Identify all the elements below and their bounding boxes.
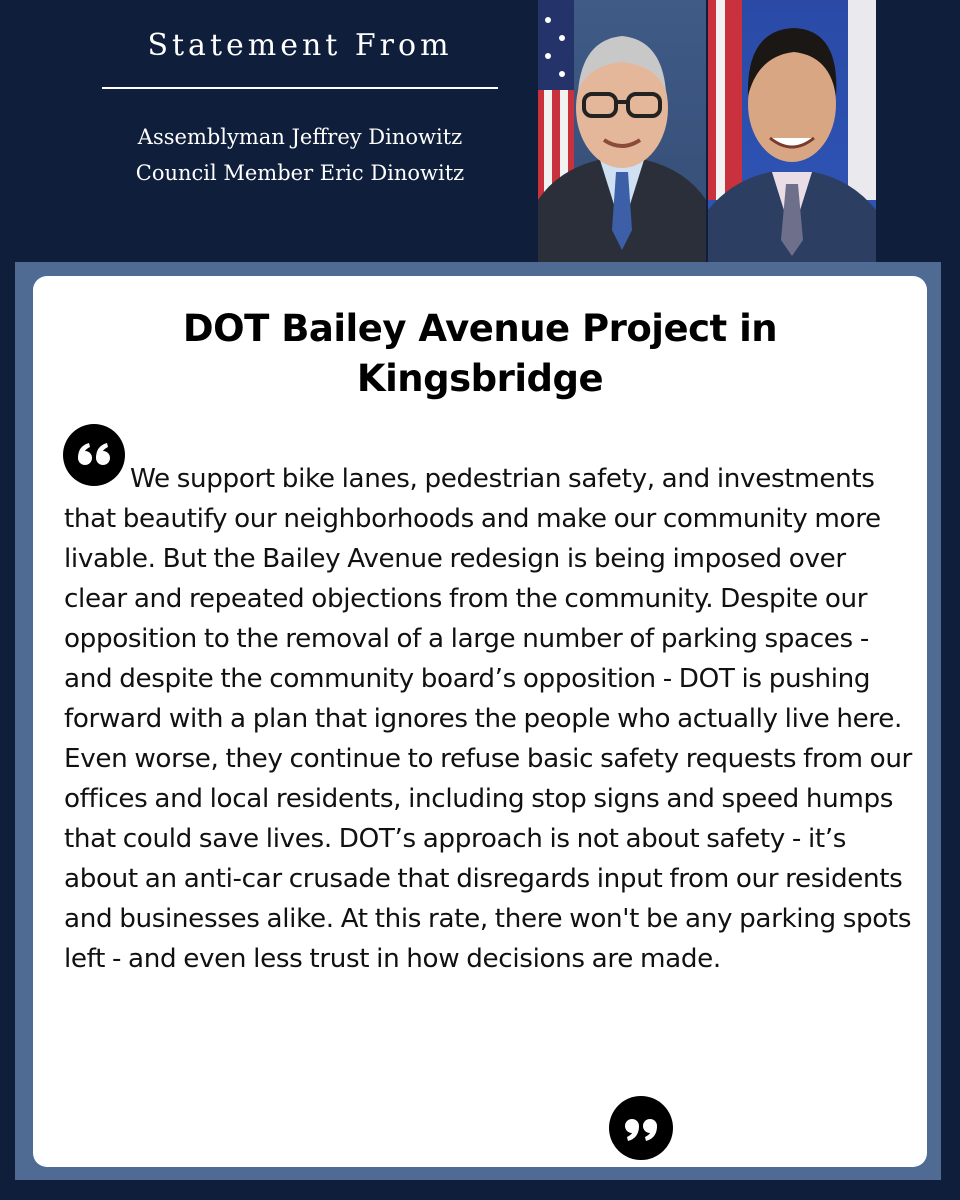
portrait-jeffrey	[538, 0, 706, 262]
statement-card	[33, 276, 927, 1167]
portrait-eric	[708, 0, 876, 262]
quote-close-icon	[609, 1096, 673, 1164]
divider	[102, 87, 498, 89]
statement-title: DOT Bailey Avenue Project in Kingsbridge	[182, 307, 778, 400]
statement-quote: We support bike lanes, pedestrian safety, and investments that beautify our neighborhoods and make our community more livable. But the Bailey Avenue redesign is being imposed over clear and repeated objections from the community. Despite our opposition to the removal of a large number of parking spaces - and despite the community board’s opposition - DOT is pushing forward with a plan that ignores the people who actually live here. Even worse, they continue to refuse basic safety requests from our offices and local residents, including stop signs and speed humps that could save lives. DOT’s approach is not about safety - it’s about an anti-car crusade that disregards input from our residents and businesses alike. At this rate, there won't be any parking spots left - and even less trust in how decisions are made.	[64, 464, 912, 974]
name-jeffrey: Assemblyman Jeffrey Dinowitz	[137, 125, 463, 149]
statement-from-label: Statement From	[147, 28, 453, 63]
header-banner	[0, 0, 960, 262]
names-block	[90, 119, 510, 191]
header-text	[90, 22, 510, 191]
name-eric: Council Member Eric Dinowitz	[135, 161, 465, 185]
